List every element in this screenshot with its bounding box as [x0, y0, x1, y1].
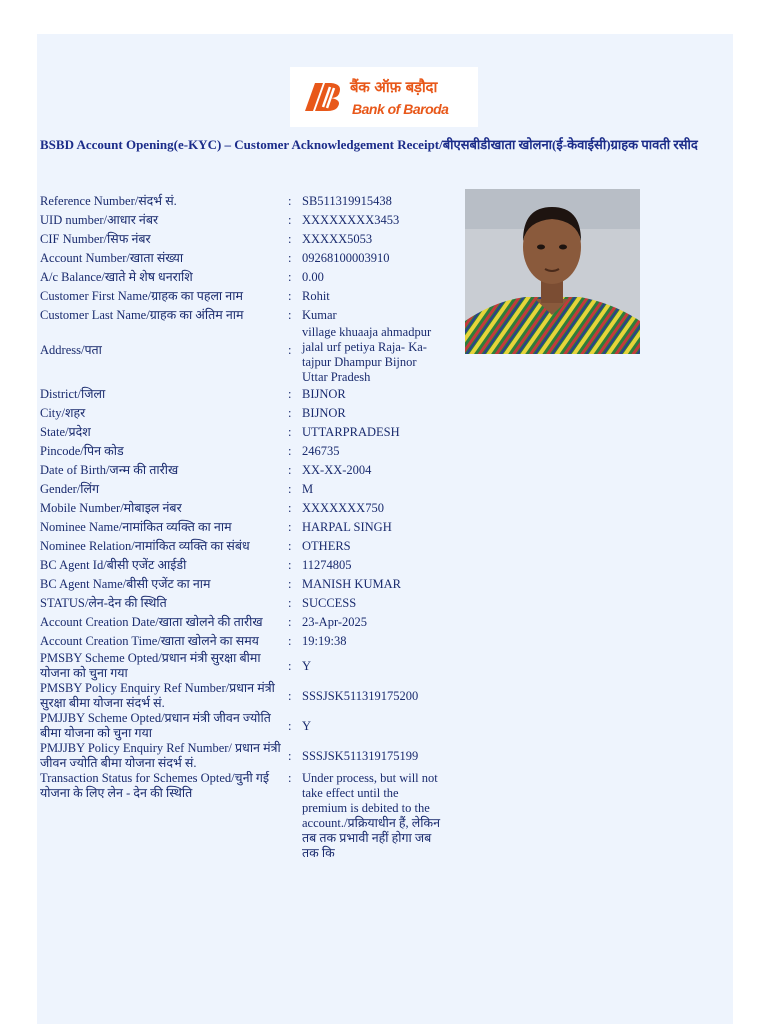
detail-value: 246735: [302, 444, 340, 458]
detail-separator: :: [288, 463, 292, 477]
detail-row: [40, 442, 460, 461]
detail-separator: :: [288, 406, 292, 420]
detail-row: [40, 556, 460, 575]
detail-row: [40, 771, 460, 871]
customer-photo: [465, 189, 640, 354]
detail-value: Kumar: [302, 308, 337, 322]
detail-label: Address/पता: [40, 343, 102, 357]
detail-label: UID number/आधार नंबर: [40, 213, 159, 227]
detail-separator: :: [288, 520, 292, 534]
detail-value: M: [302, 482, 314, 496]
detail-row: [40, 230, 460, 249]
detail-separator: :: [288, 251, 292, 265]
detail-row: [40, 249, 460, 268]
detail-label: PMJJBY Scheme Opted/प्रधान मंत्री जीवन ज्योति बीमा योजना को चुना गया: [40, 711, 271, 740]
logo-english-text: Bank of Baroda: [352, 101, 449, 117]
detail-separator: :: [288, 501, 292, 515]
detail-value: Under process, but will not take effect until the premium is debited to the account./प्रक्रियाधीन हैं, लेकिन तब तक प्रभावी नहीं होगा जब तक कि: [302, 771, 441, 860]
detail-value: SSSJSK511319175200: [302, 688, 419, 703]
detail-row: [40, 211, 460, 230]
detail-label: Pincode/पिन कोड: [40, 444, 124, 458]
detail-separator: :: [288, 482, 292, 496]
receipt-details: [40, 192, 460, 871]
detail-value: HARPAL SINGH: [302, 520, 392, 534]
detail-row: [40, 613, 460, 632]
detail-value: XX-XX-2004: [302, 463, 372, 477]
detail-row: [40, 499, 460, 518]
detail-value: 19:19:38: [302, 634, 347, 648]
receipt-title: BSBD Account Opening(e-KYC) – Customer Acknowledgement Receipt/बीएसबीडीखाता खोलना(ई-केवाईसी)ग्राहक पावती रसीद: [40, 137, 698, 152]
detail-value: Y: [302, 658, 312, 673]
detail-label: Customer Last Name/ग्राहक का अंतिम नाम: [40, 308, 244, 322]
detail-value: SSSJSK511319175199: [302, 748, 419, 763]
receipt-page: [37, 34, 733, 1024]
detail-row: [40, 325, 460, 385]
detail-row: [40, 518, 460, 537]
detail-value: OTHERS: [302, 539, 351, 553]
detail-value: UTTARPRADESH: [302, 425, 400, 439]
detail-separator: :: [288, 748, 292, 763]
detail-separator: :: [288, 343, 292, 357]
detail-label: Date of Birth/जन्म की तारीख: [40, 463, 179, 477]
detail-value: Y: [302, 718, 312, 733]
detail-separator: :: [288, 658, 292, 673]
detail-separator: :: [288, 539, 292, 553]
detail-value: 11274805: [302, 558, 352, 572]
detail-label: City/शहर: [40, 406, 86, 420]
detail-row: [40, 461, 460, 480]
detail-separator: :: [288, 615, 292, 629]
detail-separator: :: [288, 232, 292, 246]
detail-separator: :: [288, 270, 292, 284]
detail-label: PMSBY Policy Enquiry Ref Number/प्रधान मंत्री सुरक्षा बीमा योजना संदर्भ सं.: [40, 681, 275, 710]
detail-row: [40, 681, 460, 711]
detail-value: 23-Apr-2025: [302, 615, 368, 629]
detail-separator: :: [288, 718, 292, 733]
detail-separator: :: [288, 289, 292, 303]
detail-label: Nominee Relation/नामांकित व्यक्ति का संबंध: [40, 539, 250, 553]
detail-label: BC Agent Id/बीसी एजेंट आईडी: [40, 558, 187, 572]
detail-separator: :: [288, 771, 292, 785]
detail-row: [40, 423, 460, 442]
detail-value: 0.00: [302, 270, 324, 284]
detail-row: [40, 287, 460, 306]
detail-separator: :: [288, 596, 292, 610]
detail-row: [40, 404, 460, 423]
detail-row: [40, 537, 460, 556]
detail-row: [40, 480, 460, 499]
detail-row: [40, 632, 460, 651]
detail-value: SB511319915438: [302, 194, 392, 208]
detail-label: Customer First Name/ग्राहक का पहला नाम: [40, 289, 243, 303]
detail-row: [40, 711, 460, 741]
detail-label: District/जिला: [40, 387, 106, 401]
detail-separator: :: [288, 308, 292, 322]
detail-value: XXXXXXXX3453: [302, 213, 400, 227]
detail-label: PMJJBY Policy Enquiry Ref Number/ प्रधान मंत्री जीवन ज्योति बीमा योजना संदर्भ सं.: [40, 741, 281, 770]
detail-label: State/प्रदेश: [40, 425, 91, 439]
detail-value: village khuaaja ahmadpur jalal urf petiya Raja- Ka-tajpur Dhampur Bijnor Uttar Pradesh: [302, 325, 432, 384]
detail-label: STATUS/लेन-देन की स्थिति: [40, 596, 167, 610]
detail-value: SUCCESS: [302, 596, 357, 610]
detail-value: XXXXX5053: [302, 232, 373, 246]
detail-separator: :: [288, 213, 292, 227]
detail-label: Reference Number/संदर्भ सं.: [40, 194, 177, 208]
detail-label: CIF Number/सिफ नंबर: [40, 232, 151, 246]
detail-separator: :: [288, 194, 292, 208]
detail-value: XXXXXXX750: [302, 501, 384, 515]
bank-logo: [290, 67, 478, 127]
detail-value: MANISH KUMAR: [302, 577, 401, 591]
detail-label: Account Creation Time/खाता खोलने का समय: [40, 634, 259, 648]
detail-label: BC Agent Name/बीसी एजेंट का नाम: [40, 577, 211, 591]
detail-separator: :: [288, 577, 292, 591]
detail-label: Account Creation Date/खाता खोलने की तारीख: [40, 615, 263, 629]
detail-separator: :: [288, 387, 292, 401]
detail-value: BIJNOR: [302, 406, 346, 420]
logo-hindi-text: बैंक ऑफ़ बड़ौदा: [350, 78, 438, 96]
detail-value: BIJNOR: [302, 387, 346, 401]
detail-row: [40, 651, 460, 681]
detail-value: 09268100003910: [302, 251, 390, 265]
detail-row: [40, 385, 460, 404]
detail-separator: :: [288, 688, 292, 703]
detail-separator: :: [288, 425, 292, 439]
detail-row: [40, 268, 460, 287]
detail-label: Nominee Name/नामांकित व्यक्ति का नाम: [40, 520, 232, 534]
detail-label: Account Number/खाता संख्या: [40, 251, 184, 265]
detail-row: [40, 306, 460, 325]
detail-separator: :: [288, 444, 292, 458]
detail-label: A/c Balance/खाते मे शेष धनराशि: [40, 270, 193, 284]
detail-row: [40, 192, 460, 211]
detail-row: [40, 741, 460, 771]
bank-baroda-logo-icon: [303, 81, 345, 113]
detail-label: Gender/लिंग: [40, 482, 100, 496]
detail-row: [40, 575, 460, 594]
detail-value: Rohit: [302, 289, 330, 303]
detail-separator: :: [288, 558, 292, 572]
detail-row: [40, 594, 460, 613]
detail-label: PMSBY Scheme Opted/प्रधान मंत्री सुरक्षा बीमा योजना को चुना गया: [40, 651, 261, 680]
detail-separator: :: [288, 634, 292, 648]
detail-label: Mobile Number/मोबाइल नंबर: [40, 501, 182, 515]
detail-label: Transaction Status for Schemes Opted/चुनी गई योजना के लिए लेन - देन की स्थिति: [40, 771, 270, 800]
